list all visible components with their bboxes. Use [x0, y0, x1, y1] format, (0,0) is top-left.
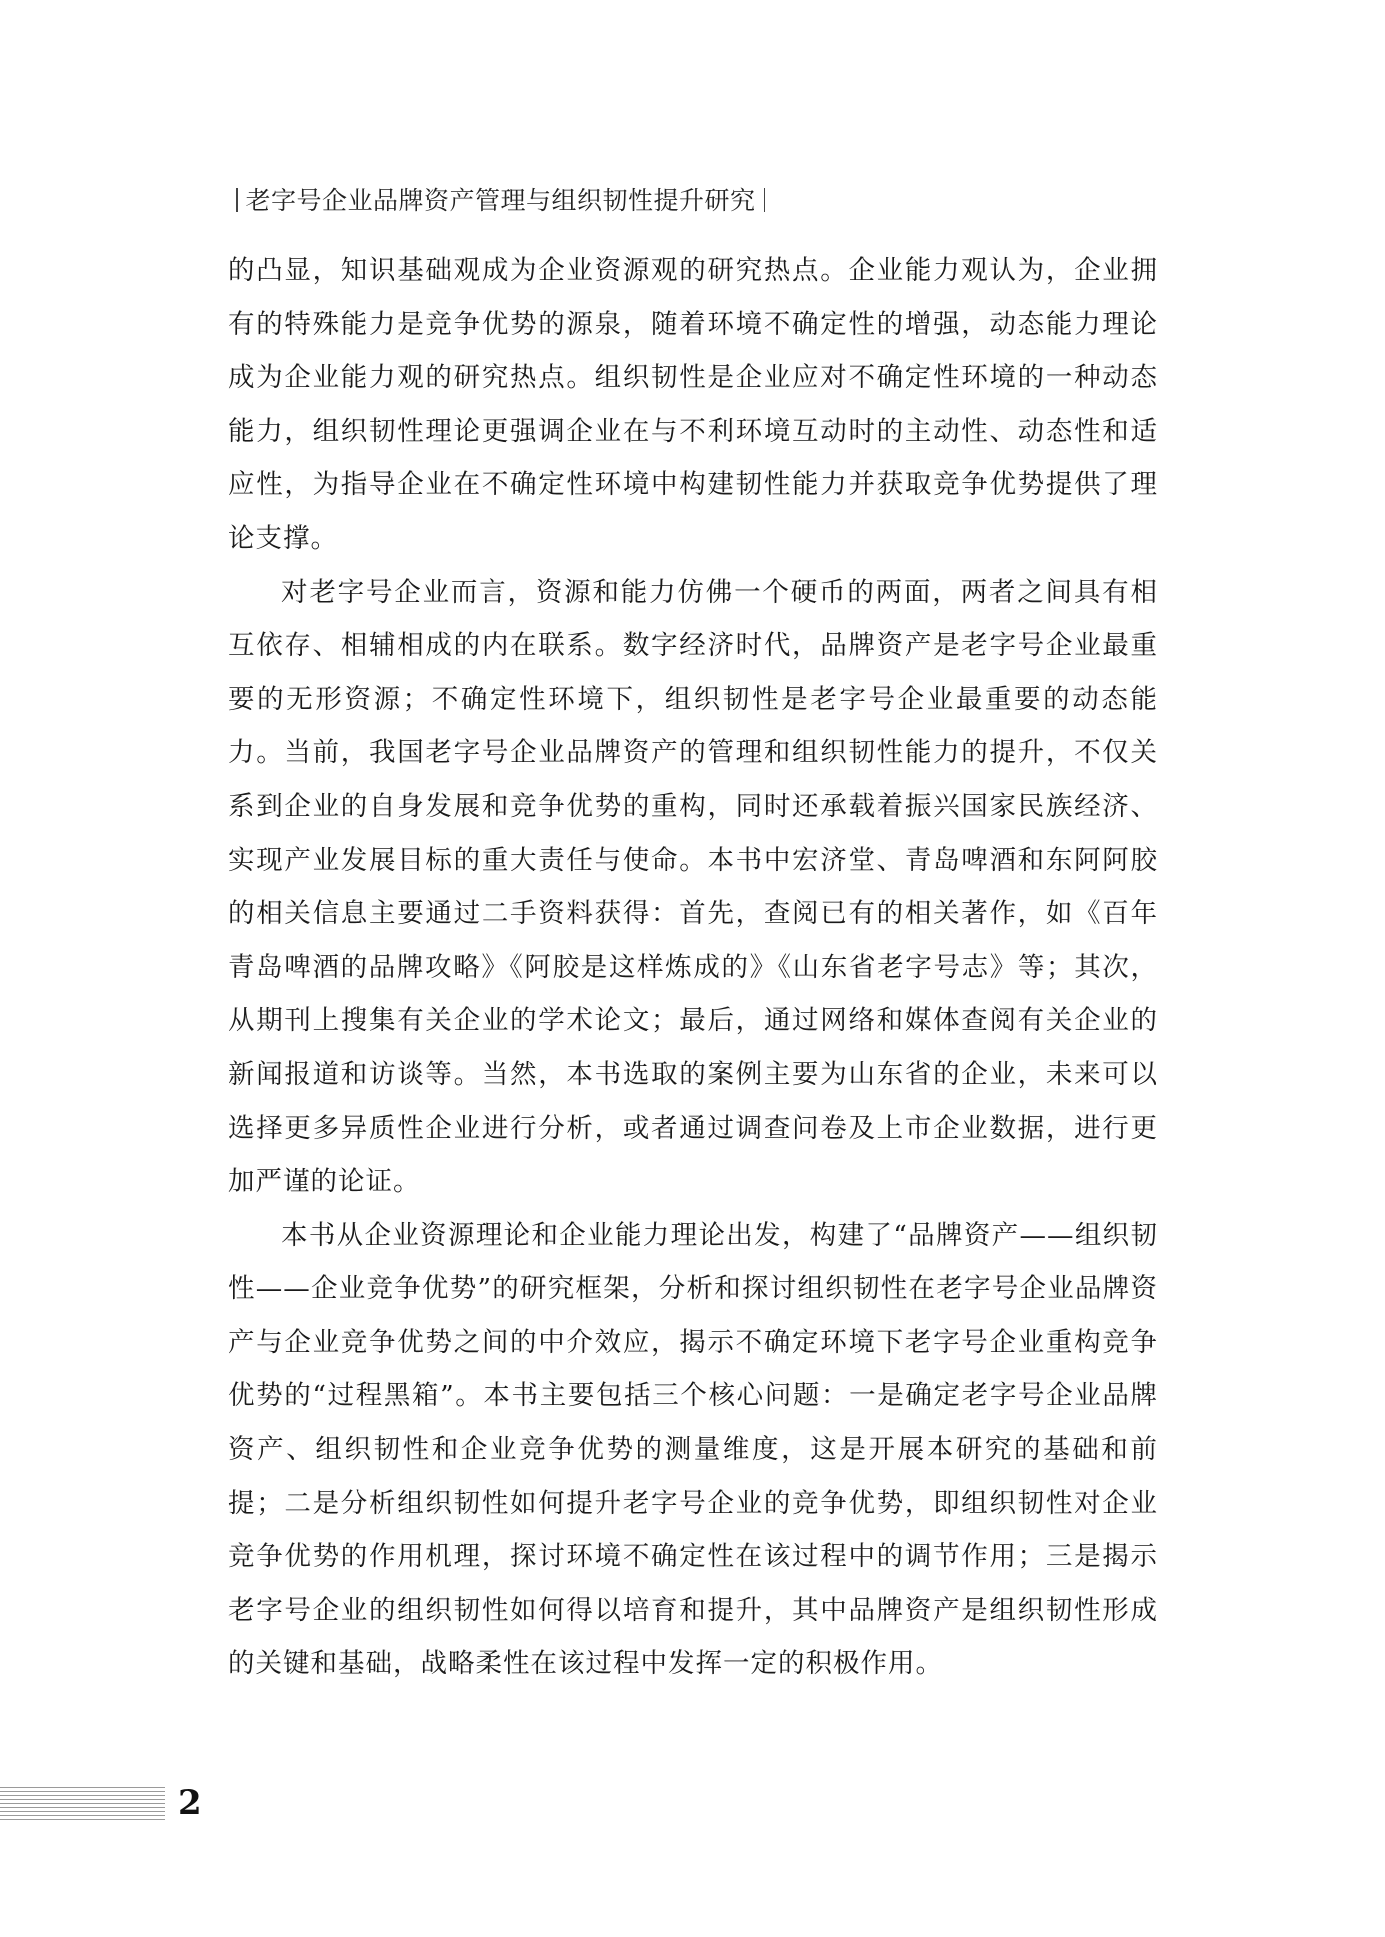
page-footer — [0, 1783, 210, 1823]
body-text — [228, 244, 1158, 1691]
header-left-bar — [236, 188, 238, 212]
header-right-bar — [764, 188, 766, 212]
page-number: 2 — [178, 1783, 202, 1823]
paragraph-3: 本书从企业资源理论和企业能力理论出发，构建了“品牌资产——组织韧性——企业竞争优势”的研究框架，分析和探讨组织韧性在老字号企业品牌资产与企业竞争优势之间的中介效应，揭示不确定环境下老字号企业重构竞争优势的“过程黑箱”。本书主要包括三个核心问题：一是确定老字号企业品牌资产、组织韧性和企业竞争优势的测量维度，这是开展本研究的基础和前提；二是分析组织韧性如何提升老字号企业的竞争优势，即组织韧性对企业竞争优势的作用机理，探讨环境不确定性在该过程中的调节作用；三是揭示老字号企业的组织韧性如何得以培育和提升，其中品牌资产是组织韧性形成的关键和基础，战略柔性在该过程中发挥一定的积极作用。 — [228, 1219, 1158, 1680]
running-header — [228, 181, 773, 217]
paragraph-1: 的凸显，知识基础观成为企业资源观的研究热点。企业能力观认为，企业拥有的特殊能力是竞争优势的源泉，随着环境不确定性的增强，动态能力理论成为企业能力观的研究热点。组织韧性是企业应对不确定性环境的一种动态能力，组织韧性理论更强调企业在与不利环境互动时的主动性、动态性和适应性，为指导企业在不确定性环境中构建韧性能力并获取竞争优势提供了理论支撑。 — [228, 255, 1158, 554]
paragraph-2: 对老字号企业而言，资源和能力仿佛一个硬币的两面，两者之间具有相互依存、相辅相成的内在联系。数字经济时代，品牌资产是老字号企业最重要的无形资源；不确定性环境下，组织韧性是老字号企业最重要的动态能力。当前，我国老字号企业品牌资产的管理和组织韧性能力的提升，不仅关系到企业的自身发展和竞争优势的重构，同时还承载着振兴国家民族经济、实现产业发展目标的重大责任与使命。本书中宏济堂、青岛啤酒和东阿阿胶的相关信息主要通过二手资料获得：首先，查阅已有的相关著作，如《百年青岛啤酒的品牌攻略》《阿胶是这样炼成的》《山东省老字号志》等；其次，从期刊上搜集有关企业的学术论文；最后，通过网络和媒体查阅有关企业的新闻报道和访谈等。当然，本书选取的案例主要为山东省的企业，未来可以选择更多异质性企业进行分析，或者通过调查问卷及上市企业数据，进行更加严谨的论证。 — [228, 576, 1158, 1198]
footer-rule-lines — [0, 1787, 165, 1823]
running-title: 老字号企业品牌资产管理与组织韧性提升研究 — [245, 186, 756, 215]
